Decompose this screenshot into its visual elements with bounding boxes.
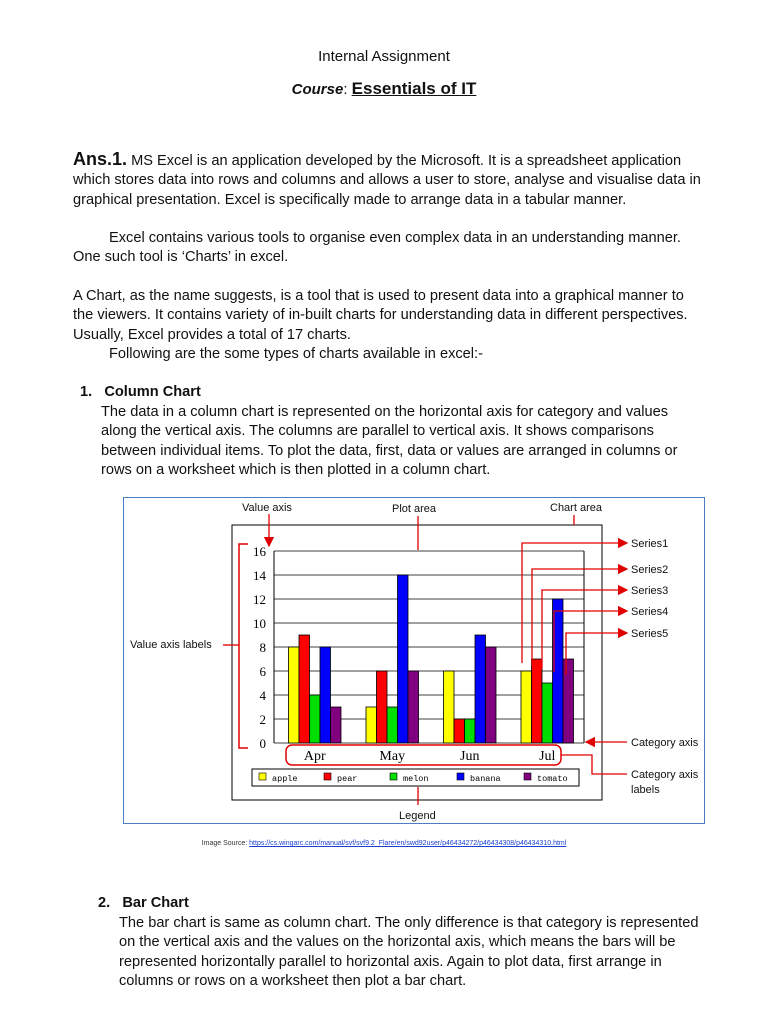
course-separator: : — [343, 81, 352, 98]
answer-paragraph-1 — [73, 150, 703, 210]
category-label-Jun: Jun — [460, 749, 480, 764]
bar-melon-Apr — [310, 695, 321, 743]
legend-swatch-melon — [390, 773, 397, 780]
answer-paragraph-3: A Chart, as the name suggests, is a tool that is used to present data into a graphical manner to the viewers. It contains variety of in-built charts for understanding data in different perspectives. Usually, Excel provides a total of 17 charts. — [73, 288, 688, 343]
bar-banana-Apr — [320, 647, 331, 743]
chart-figure-frame — [123, 497, 705, 824]
y-tick-label-4: 4 — [259, 688, 266, 703]
bar-tomato-May — [408, 671, 419, 743]
y-tick-label-0: 0 — [259, 736, 266, 751]
bar-banana-May — [398, 575, 409, 743]
legend-label-tomato: tomato — [537, 774, 568, 784]
category-label-May: May — [379, 749, 406, 764]
category-label-Apr: Apr — [303, 749, 326, 764]
annotation-plot-area: Plot area — [392, 503, 437, 515]
legend-label-banana: banana — [470, 774, 501, 784]
section-2-body: The bar chart is same as column chart. The only difference is that category is represented on the vertical axis and the values on the horizontal axis, which means the bars will be represented horizontally parallel to horizontal axis. Again to plot data, first arrange in columns or rows on a worksheet then plot a bar chart. — [119, 915, 699, 990]
annotation-legend: Legend — [399, 810, 436, 822]
section-2-number: 2. — [98, 895, 111, 911]
section-1-heading — [80, 384, 201, 400]
course-label: Course — [291, 81, 344, 98]
section-1-title: Column Chart — [104, 384, 201, 400]
chart-legend — [252, 769, 579, 786]
legend-swatch-pear — [324, 773, 331, 780]
annotation-chart-area: Chart area — [550, 502, 602, 514]
bar-apple-May — [366, 707, 377, 743]
bar-apple-Jul — [521, 671, 532, 743]
legend-label-pear: pear — [337, 774, 358, 784]
bar-tomato-Jul — [563, 659, 574, 743]
y-tick-label-16: 16 — [253, 544, 266, 559]
bar-tomato-Jun — [486, 647, 497, 743]
annotation-series-2: Series2 — [631, 564, 669, 576]
legend-swatch-tomato — [524, 773, 531, 780]
bar-melon-Jun — [465, 719, 476, 743]
bar-tomato-Apr — [331, 707, 342, 743]
legend-swatch-banana — [457, 773, 464, 780]
annotation-value-axis: Value axis — [242, 502, 292, 514]
bar-pear-Jun — [454, 719, 465, 743]
annotation-category-axis-labels-1: Category axis — [631, 769, 699, 781]
legend-label-apple: apple — [272, 774, 298, 784]
section-1-number: 1. — [80, 384, 93, 400]
y-tick-label-12: 12 — [253, 592, 266, 607]
section-1-body: The data in a column chart is represented on the horizontal axis for category and values along the vertical axis. The columns are parallel to vertical axis. It shows comparisons between individual items. To plot the data, first, data or values are arranged in columns or rows on a worksheet which is then plotted in a column chart. — [101, 404, 678, 479]
annotation-category-axis-labels-2: labels — [631, 784, 660, 796]
annotation-category-axis: Category axis — [631, 737, 699, 749]
answer-paragraph-2: Excel contains various tools to organise even complex data in an understanding manner. One such tool is ‘Charts’ in excel. — [73, 230, 681, 266]
image-source-link[interactable]: https://cs.wingarc.com/manual/svf/svf9.2_Flare/en/swd92user/p46434272/p46434308/p46434310.html — [249, 840, 567, 847]
legend-label-melon: melon — [403, 774, 429, 784]
annotation-series-1: Series1 — [631, 538, 669, 550]
bar-melon-Jul — [542, 683, 553, 743]
bar-pear-May — [377, 671, 388, 743]
course-line — [0, 79, 768, 99]
answer-label: Ans.1. — [73, 149, 128, 169]
bar-apple-Apr — [289, 647, 300, 743]
bar-pear-Apr — [299, 635, 310, 743]
annotation-series-4: Series4 — [631, 606, 669, 618]
bar-melon-May — [387, 707, 398, 743]
bar-apple-Jun — [444, 671, 455, 743]
image-source — [0, 840, 768, 847]
course-name: Essentials of IT — [351, 79, 477, 98]
annotation-series-3: Series3 — [631, 585, 669, 597]
y-tick-label-6: 6 — [259, 664, 266, 679]
image-source-label: Image Source: — [201, 840, 250, 847]
y-tick-label-2: 2 — [259, 712, 266, 727]
document-title: Internal Assignment — [318, 48, 450, 65]
section-2-heading — [98, 895, 189, 911]
legend-swatch-apple — [259, 773, 266, 780]
category-label-Jul: Jul — [539, 749, 556, 764]
answer-paragraph-4: Following are the some types of charts available in excel:- — [109, 346, 483, 362]
bar-banana-Jun — [475, 635, 486, 743]
y-tick-label-14: 14 — [253, 568, 266, 583]
y-tick-label-8: 8 — [259, 640, 266, 655]
answer-text-1: MS Excel is an application developed by the Microsoft. It is a spreadsheet application which stores data into rows and columns and allows a user to store, analyse and visualise data in graphical presentation. Excel is specifically made to arrange data in a tabular manner. — [73, 153, 701, 208]
section-2-title: Bar Chart — [122, 895, 189, 911]
annotation-value-axis-labels: Value axis labels — [130, 639, 212, 651]
annotation-series-5: Series5 — [631, 628, 669, 640]
column-chart-figure — [124, 498, 704, 823]
y-tick-label-10: 10 — [253, 616, 266, 631]
bar-pear-Jul — [532, 659, 543, 743]
